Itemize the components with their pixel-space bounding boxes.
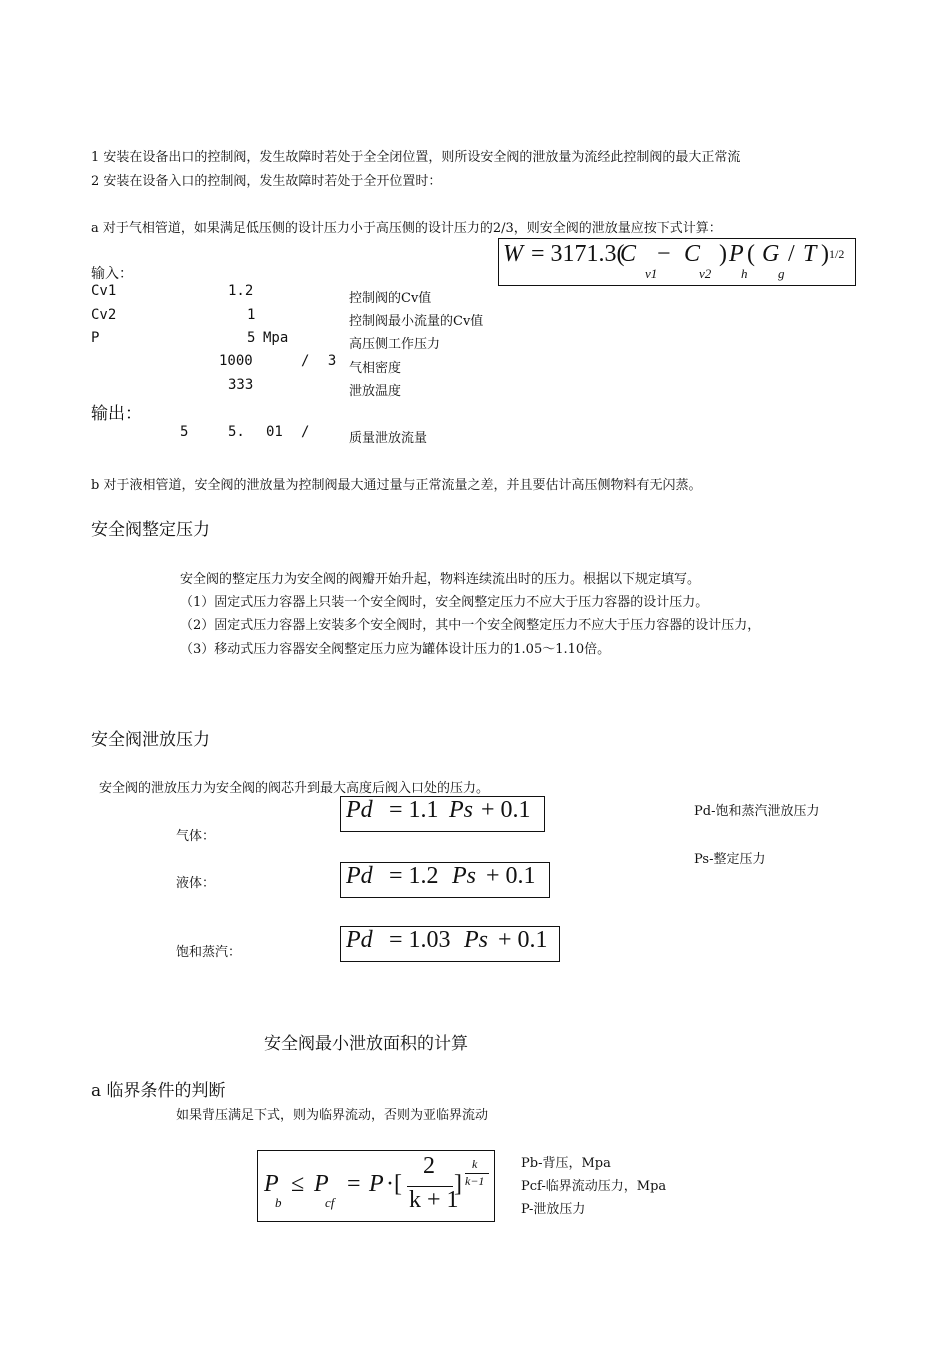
input-desc: 控制阀最小流量的Cv值 bbox=[349, 314, 484, 329]
critical-flow-formula: P b ≤ P cf = P ·[ 2 k + 1 ] k k−1 bbox=[257, 1150, 495, 1222]
relief-pressure-intro: 安全阀的泄放压力为安全阀的阀芯升到最大高度后阀入口处的压力。 bbox=[99, 781, 490, 796]
set-pressure-rule: （3）移动式压力容器安全阀整定压力应为罐体设计压力的1.05～1.10倍。 bbox=[180, 642, 611, 657]
gas-condition: a 对于气相管道，如果满足低压侧的设计压力小于高压侧的设计压力的2/3，则安全阀的泄放量应按下式计算： bbox=[91, 221, 722, 236]
min-area-heading: 安全阀最小泄放面积的计算 bbox=[264, 1034, 468, 1054]
gas-case-label: 气体： bbox=[176, 829, 216, 844]
set-pressure-rule: （1）固定式压力容器上只装一个安全阀时，安全阀整定压力不应大于压力容器的设计压力。 bbox=[180, 595, 709, 610]
min-area-legend-item: Pcf-临界流动压力，Mpa bbox=[521, 1179, 667, 1194]
relief-legend-item: Pd-饱和蒸汽泄放压力 bbox=[694, 804, 820, 819]
steam-case-label: 饱和蒸汽： bbox=[176, 945, 242, 960]
input-value[interactable]: 1 bbox=[247, 307, 256, 323]
output-unit: / bbox=[301, 424, 310, 440]
output-value-1: 5 bbox=[180, 424, 189, 440]
output-value-3: 01 bbox=[266, 424, 283, 440]
input-value[interactable]: 5 bbox=[247, 330, 256, 346]
input-label: 输入： bbox=[91, 266, 133, 282]
input-name: Cv2 bbox=[91, 307, 117, 323]
relief-legend-item: Ps-整定压力 bbox=[694, 852, 766, 867]
input-desc: 泄放温度 bbox=[349, 384, 402, 399]
liquid-case-label: 液体： bbox=[176, 876, 216, 891]
output-value-2: 5. bbox=[228, 424, 245, 440]
output-desc: 质量泄放流量 bbox=[349, 431, 428, 446]
input-desc: 控制阀的Cv值 bbox=[349, 291, 432, 306]
input-name: P bbox=[91, 330, 100, 346]
input-name: Cv1 bbox=[91, 283, 117, 299]
input-unit: Mpa bbox=[263, 330, 289, 346]
min-area-legend-item: Pb-背压，Mpa bbox=[521, 1156, 611, 1171]
relief-pressure-heading: 安全阀泄放压力 bbox=[91, 730, 210, 750]
input-value[interactable]: 1.2 bbox=[228, 283, 254, 299]
set-pressure-intro: 安全阀的整定压力为安全阀的阀瓣开始升起，物料连续流出时的压力。根据以下规定填写。 bbox=[180, 572, 701, 587]
set-pressure-heading: 安全阀整定压力 bbox=[91, 520, 210, 540]
liquid-condition: b 对于液相管道，安全阀的泄放量为控制阀最大通过量与正常流量之差，并且要估计高压侧物料有无闪蒸。 bbox=[91, 478, 702, 493]
output-label: 输出： bbox=[91, 404, 142, 424]
intro-line-1: 1 安装在设备出口的控制阀，发生故障时若处于全全闭位置，则所设安全阀的泄放量为流经此控制阀的最大正常流 bbox=[91, 150, 741, 165]
liquid-relief-formula: Pd = 1.2 Ps + 0.1 bbox=[340, 862, 550, 898]
input-desc: 气相密度 bbox=[349, 361, 402, 376]
steam-relief-formula: Pd = 1.03 Ps + 0.1 bbox=[340, 926, 560, 962]
critical-condition-heading: a 临界条件的判断 bbox=[91, 1081, 226, 1101]
min-area-legend-item: P-泄放压力 bbox=[521, 1202, 586, 1217]
input-unit: / 3 bbox=[301, 353, 337, 369]
input-value[interactable]: 333 bbox=[228, 377, 254, 393]
input-desc: 高压侧工作压力 bbox=[349, 337, 441, 352]
input-value[interactable]: 1000 bbox=[219, 353, 253, 369]
critical-condition-intro: 如果背压满足下式，则为临界流动，否则为亚临界流动 bbox=[176, 1108, 489, 1123]
set-pressure-rule: （2）固定式压力容器上安装多个安全阀时，其中一个安全阀整定压力不应大于压力容器的设计压力， bbox=[180, 618, 761, 633]
intro-line-2: 2 安装在设备入口的控制阀，发生故障时若处于全开位置时： bbox=[91, 174, 442, 189]
gas-relief-formula: Pd = 1.1 Ps + 0.1 bbox=[340, 796, 545, 832]
gas-flow-formula: W = 3171.3( C − C ) P ( G / T ) 1/2 v1 v2 h g bbox=[498, 238, 856, 286]
